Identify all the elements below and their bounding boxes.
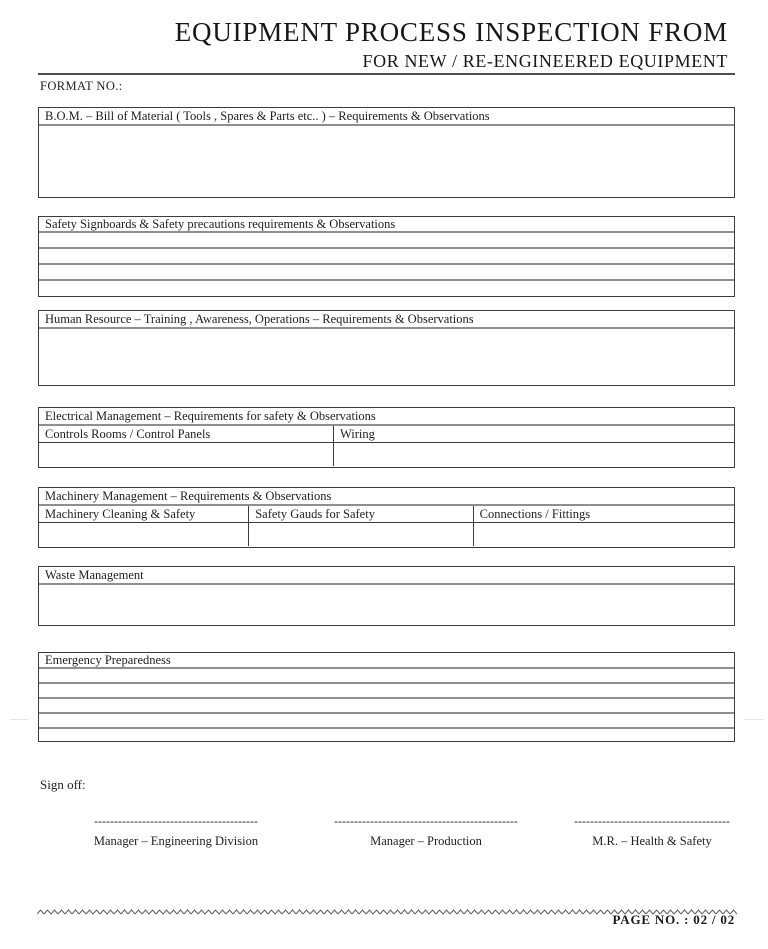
human-resource-entry-area[interactable] xyxy=(39,329,734,384)
signboards-row[interactable] xyxy=(39,263,734,279)
emergency-row[interactable] xyxy=(39,667,734,682)
bom-entry-area[interactable] xyxy=(39,126,734,196)
signboards-row[interactable] xyxy=(39,247,734,263)
electrical-section xyxy=(38,407,735,468)
signature-line[interactable]: --------------------------------------- xyxy=(574,815,730,827)
electrical-wiring-entry[interactable] xyxy=(333,443,734,466)
emergency-row[interactable] xyxy=(39,682,734,697)
title-divider xyxy=(38,73,735,75)
signature-health-safety xyxy=(556,815,748,849)
machinery-col-guards: Safety Gauds for Safety xyxy=(248,506,472,523)
emergency-row[interactable] xyxy=(39,697,734,712)
signature-production xyxy=(330,815,522,849)
page-subtitle: FOR NEW / RE-ENGINEERED EQUIPMENT xyxy=(362,51,728,71)
bom-section-header: B.O.M. – Bill of Material ( Tools , Spares & Parts etc.. ) – Requirements & Observations xyxy=(39,108,734,126)
signature-engineering xyxy=(78,815,274,849)
emergency-row[interactable] xyxy=(39,727,734,742)
machinery-guards-entry[interactable] xyxy=(248,523,472,546)
machinery-section xyxy=(38,487,735,548)
sign-off-label: Sign off: xyxy=(40,777,86,792)
waste-section xyxy=(38,566,735,626)
waste-entry-area[interactable] xyxy=(39,585,734,624)
machinery-cleaning-entry[interactable] xyxy=(39,523,248,546)
emergency-section xyxy=(38,652,735,742)
signature-label: Manager – Production xyxy=(370,834,482,848)
format-no-label: FORMAT NO.: xyxy=(40,79,123,93)
human-resource-section xyxy=(38,310,735,386)
signboards-section xyxy=(38,216,735,297)
signboards-row[interactable] xyxy=(39,279,734,295)
signature-line[interactable]: ---------------------------------------------- xyxy=(334,815,518,827)
page-break-mark-left xyxy=(10,719,28,720)
machinery-col-cleaning: Machinery Cleaning & Safety xyxy=(39,506,248,523)
electrical-section-header: Electrical Management – Requirements for safety & Observations xyxy=(39,408,734,426)
emergency-row[interactable] xyxy=(39,712,734,727)
page-number: PAGE NO. : 02 / 02 xyxy=(612,912,735,927)
machinery-col-connections: Connections / Fittings xyxy=(473,506,734,523)
bom-section xyxy=(38,107,735,198)
machinery-section-header: Machinery Management – Requirements & Observations xyxy=(39,488,734,506)
machinery-connections-entry[interactable] xyxy=(473,523,734,546)
signature-label: M.R. – Health & Safety xyxy=(592,834,712,848)
human-resource-section-header: Human Resource – Training , Awareness, Operations – Requirements & Observations xyxy=(39,311,734,329)
signature-line[interactable]: ----------------------------------------- xyxy=(94,815,258,827)
signboards-row[interactable] xyxy=(39,231,734,247)
electrical-control-rooms-entry[interactable] xyxy=(39,443,333,466)
page-break-mark-right xyxy=(745,719,763,720)
page-title: EQUIPMENT PROCESS INSPECTION FROM xyxy=(174,17,728,47)
signature-label: Manager – Engineering Division xyxy=(93,834,259,848)
signboards-section-header: Safety Signboards & Safety precautions requirements & Observations xyxy=(45,217,396,231)
electrical-col-wiring: Wiring xyxy=(333,426,734,443)
electrical-col-control-rooms: Controls Rooms / Control Panels xyxy=(39,426,333,443)
emergency-section-header: Emergency Preparedness xyxy=(45,653,171,667)
waste-section-header: Waste Management xyxy=(39,567,734,585)
